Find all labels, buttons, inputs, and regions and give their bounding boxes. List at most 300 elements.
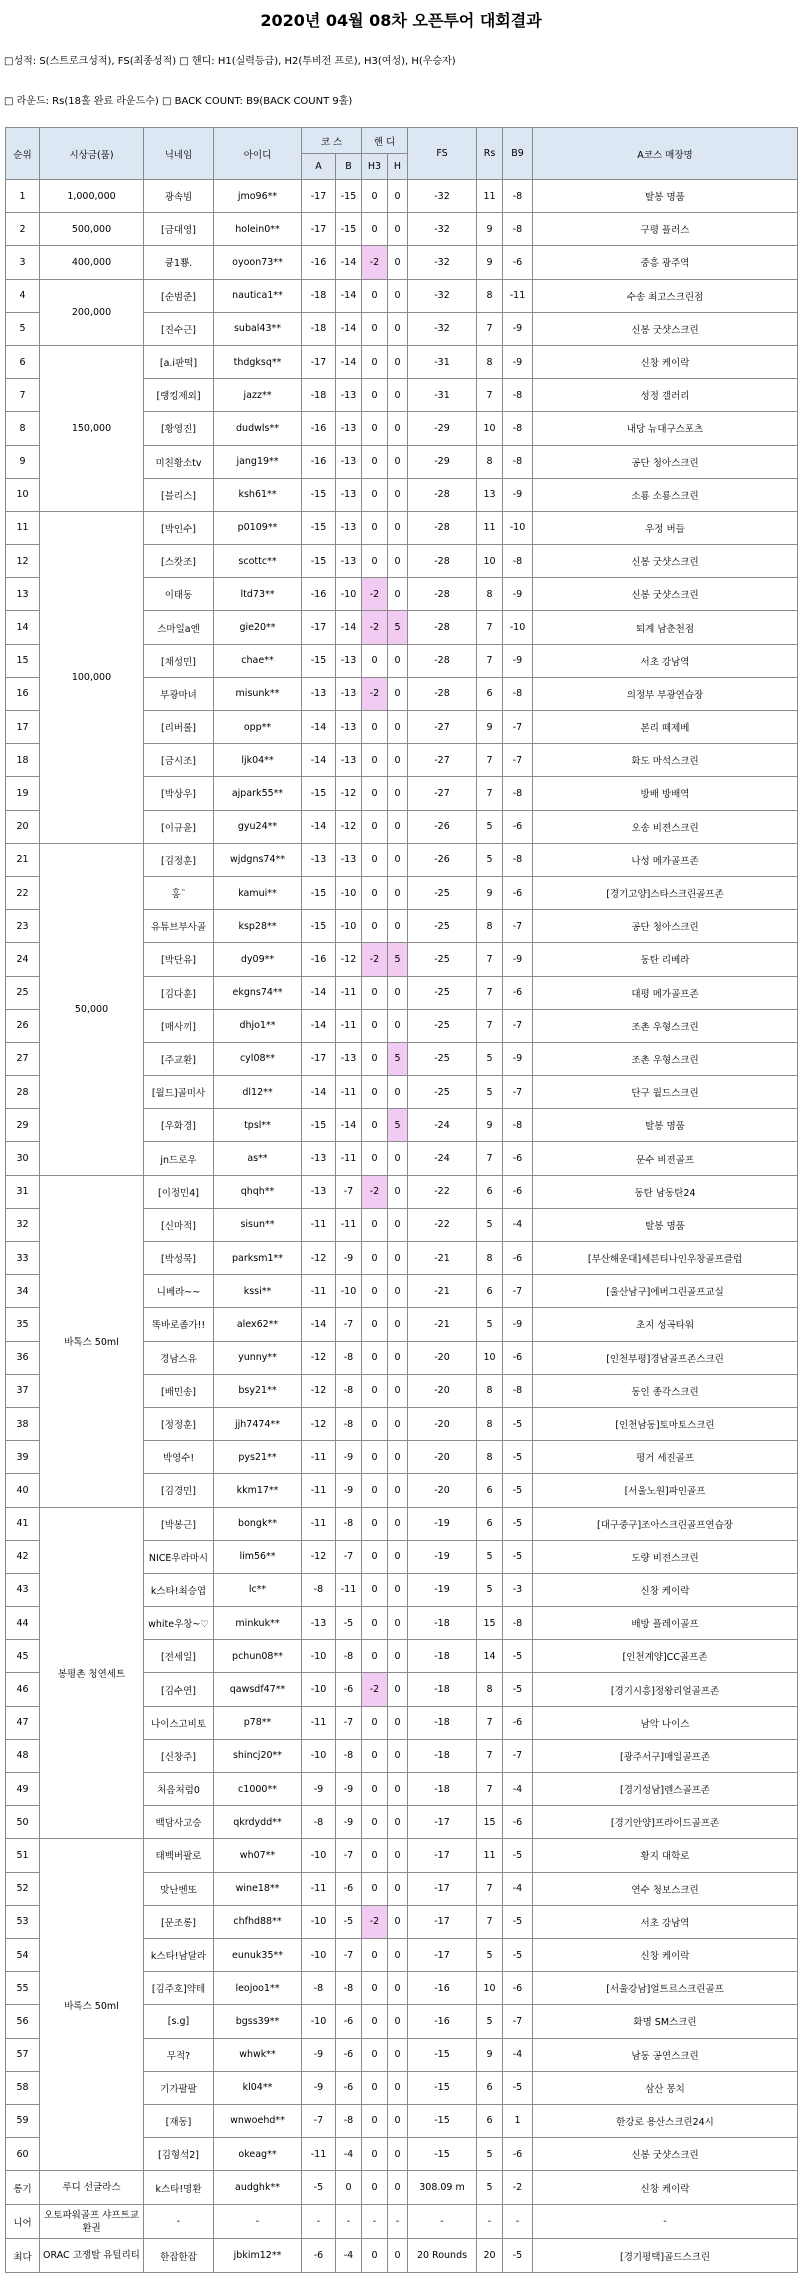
nickname-cell: 큥1뿅. [144, 246, 214, 279]
fs-cell: -21 [408, 1275, 477, 1308]
course-b-cell: -8 [336, 1507, 362, 1540]
course-b-cell: -10 [336, 910, 362, 943]
course-a-cell: -11 [302, 1275, 336, 1308]
b9-cell: 1 [503, 2104, 533, 2137]
handicap-h-cell: 0 [388, 379, 408, 412]
id-cell: qkrdydd** [214, 1806, 302, 1839]
nickname-cell: 태백버팔로 [144, 1839, 214, 1872]
rank-cell: 6 [6, 345, 40, 378]
rank-cell: 52 [6, 1872, 40, 1905]
id-cell: yunny** [214, 1341, 302, 1374]
rank-cell: 46 [6, 1673, 40, 1706]
rank-cell: 4 [6, 279, 40, 312]
handicap-h-cell: 0 [388, 2138, 408, 2171]
fs-cell: -17 [408, 1806, 477, 1839]
rank-cell: 12 [6, 545, 40, 578]
fs-cell: -18 [408, 1739, 477, 1772]
course-a-cell: -13 [302, 843, 336, 876]
fs-cell: -24 [408, 1109, 477, 1142]
handicap-h3-cell: 0 [362, 777, 388, 810]
store-cell: 동인 종각스크린 [533, 1374, 798, 1407]
fs-cell: -25 [408, 943, 477, 976]
rs-cell: 8 [477, 279, 503, 312]
b9-cell: -8 [503, 445, 533, 478]
nickname-cell: [문조롱] [144, 1905, 214, 1938]
id-cell: dy09** [214, 943, 302, 976]
course-b-cell: -9 [336, 1441, 362, 1474]
nickname-cell: [채성민] [144, 644, 214, 677]
id-cell: pchun08** [214, 1640, 302, 1673]
table-row [6, 180, 798, 213]
course-a-cell: -16 [302, 578, 336, 611]
id-cell: eunuk35** [214, 1938, 302, 1971]
course-b-cell: -8 [336, 1374, 362, 1407]
course-b-cell: -8 [336, 1739, 362, 1772]
handicap-h3-cell: 0 [362, 412, 388, 445]
rank-cell: 18 [6, 744, 40, 777]
handicap-h3-cell: 0 [362, 1706, 388, 1739]
handicap-h-cell: 0 [388, 545, 408, 578]
nickname-cell: [신마적] [144, 1208, 214, 1241]
handicap-h3-cell: 0 [362, 1474, 388, 1507]
nickname-cell: [a.i판떡] [144, 345, 214, 378]
nickname-cell: [김다훈] [144, 976, 214, 1009]
b9-cell: -7 [503, 1076, 533, 1109]
award-rank-cell: 최다 [6, 2239, 40, 2273]
rs-cell: 6 [477, 1175, 503, 1208]
nickname-cell: white우창~♡ [144, 1607, 214, 1640]
course-b-cell: -6 [336, 1673, 362, 1706]
store-cell: 방배 방배역 [533, 777, 798, 810]
course-b-cell: -13 [336, 445, 362, 478]
nickname-cell: 니베라~~ [144, 1275, 214, 1308]
course-a-cell: -11 [302, 1208, 336, 1241]
handicap-h-cell: 0 [388, 711, 408, 744]
course-a-cell: -10 [302, 1905, 336, 1938]
handicap-h3-cell: 0 [362, 1573, 388, 1606]
rank-cell: 15 [6, 644, 40, 677]
nickname-cell: [s.g] [144, 2005, 214, 2038]
fs-cell: -15 [408, 2104, 477, 2137]
store-cell: 성정 갤러리 [533, 379, 798, 412]
header-nickname: 닉네임 [144, 128, 214, 180]
fs-cell: -28 [408, 611, 477, 644]
award-b-cell: 0 [336, 2171, 362, 2205]
course-b-cell: -8 [336, 1341, 362, 1374]
handicap-h-cell: 0 [388, 1175, 408, 1208]
rs-cell: 9 [477, 213, 503, 246]
rs-cell: 8 [477, 1242, 503, 1275]
rs-cell: 10 [477, 1972, 503, 2005]
store-cell: 공단 청아스크린 [533, 445, 798, 478]
rank-cell: 32 [6, 1208, 40, 1241]
award-a-cell: -6 [302, 2239, 336, 2273]
b9-cell: -9 [503, 578, 533, 611]
id-cell: chfhd88** [214, 1905, 302, 1938]
page-title: 2020년 04월 08차 오픈투어 대회결과 [260, 11, 542, 30]
header-handicap: 핸 디 [362, 128, 408, 154]
header-prize: 시상금(품) [40, 128, 144, 180]
store-cell: 퇴계 남춘천점 [533, 611, 798, 644]
rank-cell: 5 [6, 312, 40, 345]
course-a-cell: -15 [302, 511, 336, 544]
award-nick-cell: - [144, 2205, 214, 2239]
handicap-h-cell: 0 [388, 1374, 408, 1407]
rank-cell: 59 [6, 2104, 40, 2137]
rank-cell: 47 [6, 1706, 40, 1739]
handicap-h-cell: 5 [388, 943, 408, 976]
handicap-h3-cell: 0 [362, 711, 388, 744]
rs-cell: 8 [477, 910, 503, 943]
id-cell: jang19** [214, 445, 302, 478]
id-cell: bongk** [214, 1507, 302, 1540]
handicap-h3-cell: 0 [362, 976, 388, 1009]
course-a-cell: -13 [302, 1142, 336, 1175]
nickname-cell: jn드로우 [144, 1142, 214, 1175]
rs-cell: 8 [477, 1673, 503, 1706]
course-a-cell: -11 [302, 2138, 336, 2171]
rs-cell: 7 [477, 943, 503, 976]
rs-cell: 8 [477, 345, 503, 378]
store-cell: [인천계양]CC골프존 [533, 1640, 798, 1673]
store-cell: [경기시흥]정왕리얼골프존 [533, 1673, 798, 1706]
handicap-h-cell: 0 [388, 810, 408, 843]
fs-cell: -25 [408, 976, 477, 1009]
handicap-h3-cell: 0 [362, 810, 388, 843]
rs-cell: 5 [477, 1938, 503, 1971]
handicap-h3-cell: 0 [362, 1142, 388, 1175]
b9-cell: -6 [503, 1806, 533, 1839]
rs-cell: 6 [477, 2071, 503, 2104]
handicap-h-cell: 0 [388, 1806, 408, 1839]
store-cell: 서초 강남역 [533, 644, 798, 677]
id-cell: lc** [214, 1573, 302, 1606]
prize-cell: 500,000 [40, 213, 144, 246]
rs-cell: 7 [477, 1739, 503, 1772]
handicap-h-cell: 0 [388, 1905, 408, 1938]
handicap-h3-cell: 0 [362, 1109, 388, 1142]
fs-cell: -15 [408, 2038, 477, 2071]
handicap-h3-cell: 0 [362, 1242, 388, 1275]
special-award-row [6, 2205, 798, 2239]
prize-cell: 50,000 [40, 843, 144, 1175]
course-a-cell: -10 [302, 1839, 336, 1872]
course-b-cell: -13 [336, 545, 362, 578]
id-cell: ajpark55** [214, 777, 302, 810]
b9-cell: -6 [503, 1175, 533, 1208]
handicap-h-cell: 0 [388, 2005, 408, 2038]
rs-cell: 7 [477, 611, 503, 644]
header-rank: 순위 [6, 128, 40, 180]
rank-cell: 43 [6, 1573, 40, 1606]
id-cell: kssi** [214, 1275, 302, 1308]
rank-cell: 50 [6, 1806, 40, 1839]
handicap-h-cell: 0 [388, 2071, 408, 2104]
course-b-cell: -7 [336, 1706, 362, 1739]
nickname-cell: [김주호]약테 [144, 1972, 214, 2005]
table-row [6, 279, 798, 312]
course-b-cell: -5 [336, 1905, 362, 1938]
store-cell: 수송 최고스크린점 [533, 279, 798, 312]
rs-cell: 7 [477, 1773, 503, 1806]
fs-cell: -25 [408, 1076, 477, 1109]
handicap-h3-cell: 0 [362, 2104, 388, 2137]
course-a-cell: -11 [302, 1706, 336, 1739]
course-a-cell: -13 [302, 677, 336, 710]
course-b-cell: -14 [336, 1109, 362, 1142]
rank-cell: 13 [6, 578, 40, 611]
course-b-cell: -7 [336, 1938, 362, 1971]
id-cell: wine18** [214, 1872, 302, 1905]
course-a-cell: -13 [302, 1175, 336, 1208]
rs-cell: 10 [477, 1341, 503, 1374]
course-a-cell: -12 [302, 1341, 336, 1374]
handicap-h3-cell: 0 [362, 1773, 388, 1806]
rs-cell: 6 [477, 1275, 503, 1308]
course-a-cell: -12 [302, 1242, 336, 1275]
rank-cell: 16 [6, 677, 40, 710]
rank-cell: 49 [6, 1773, 40, 1806]
rank-cell: 22 [6, 876, 40, 909]
b9-cell: -4 [503, 1773, 533, 1806]
course-a-cell: -10 [302, 1938, 336, 1971]
award-a-cell: - [302, 2205, 336, 2239]
store-cell: 삼산 몽치 [533, 2071, 798, 2104]
fs-cell: -32 [408, 279, 477, 312]
handicap-h3-cell: 0 [362, 213, 388, 246]
course-b-cell: -10 [336, 1275, 362, 1308]
id-cell: misunk** [214, 677, 302, 710]
b9-cell: -7 [503, 711, 533, 744]
store-cell: 우정 버들 [533, 511, 798, 544]
nickname-cell: [김형석2] [144, 2138, 214, 2171]
rank-cell: 51 [6, 1839, 40, 1872]
course-a-cell: -9 [302, 1773, 336, 1806]
nickname-cell: [랭킹제외] [144, 379, 214, 412]
store-cell: [인천남동]토마토스크린 [533, 1407, 798, 1440]
special-award-row [6, 2171, 798, 2205]
b9-cell: -8 [503, 180, 533, 213]
prize-cell: 100,000 [40, 511, 144, 843]
course-b-cell: -11 [336, 1573, 362, 1606]
handicap-h3-cell: 0 [362, 511, 388, 544]
fs-cell: -28 [408, 511, 477, 544]
rank-cell: 21 [6, 843, 40, 876]
course-a-cell: -10 [302, 2005, 336, 2038]
rank-cell: 24 [6, 943, 40, 976]
store-cell: 연수 청보스크린 [533, 1872, 798, 1905]
nickname-cell: [주교환] [144, 1042, 214, 1075]
award-h3-cell: 0 [362, 2171, 388, 2205]
prize-cell: 바톡스 50ml [40, 1175, 144, 1507]
award-b-cell: - [336, 2205, 362, 2239]
fs-cell: -26 [408, 843, 477, 876]
handicap-h3-cell: 0 [362, 545, 388, 578]
rank-cell: 38 [6, 1407, 40, 1440]
rank-cell: 48 [6, 1739, 40, 1772]
fs-cell: -17 [408, 1872, 477, 1905]
award-h-cell: 0 [388, 2171, 408, 2205]
course-a-cell: -17 [302, 345, 336, 378]
fs-cell: -17 [408, 1938, 477, 1971]
id-cell: pys21** [214, 1441, 302, 1474]
rank-cell: 33 [6, 1242, 40, 1275]
fs-cell: -19 [408, 1573, 477, 1606]
rank-cell: 44 [6, 1607, 40, 1640]
rs-cell: 15 [477, 1806, 503, 1839]
store-cell: 평거 세진골프 [533, 1441, 798, 1474]
handicap-h3-cell: 0 [362, 2071, 388, 2104]
id-cell: dhjo1** [214, 1009, 302, 1042]
course-a-cell: -12 [302, 1540, 336, 1573]
legend-line-1: □성적: S(스트로크성적), FS(최종성적) □ 핸디: H1(실력등급), H2(투비전 프로), H3(여성), H(우승자) [4, 56, 456, 67]
course-b-cell: -8 [336, 1972, 362, 2005]
header-rs: Rs [477, 128, 503, 180]
store-cell: 신봉 굿샷스크린 [533, 578, 798, 611]
course-b-cell: -13 [336, 711, 362, 744]
id-cell: wh07** [214, 1839, 302, 1872]
handicap-h-cell: 5 [388, 1109, 408, 1142]
handicap-h-cell: 0 [388, 1607, 408, 1640]
handicap-h-cell: 0 [388, 2038, 408, 2071]
b9-cell: -8 [503, 1607, 533, 1640]
award-b9-cell: - [503, 2205, 533, 2239]
store-cell: 화명 SM스크린 [533, 2005, 798, 2038]
handicap-h3-cell: 0 [362, 1076, 388, 1109]
handicap-h3-cell: -2 [362, 1673, 388, 1706]
handicap-h-cell: 0 [388, 478, 408, 511]
rank-cell: 40 [6, 1474, 40, 1507]
handicap-h-cell: 0 [388, 1142, 408, 1175]
course-a-cell: -15 [302, 478, 336, 511]
rank-cell: 3 [6, 246, 40, 279]
store-cell: 문수 비젼골프 [533, 1142, 798, 1175]
course-b-cell: -6 [336, 1872, 362, 1905]
fs-cell: -28 [408, 545, 477, 578]
id-cell: ekgns74** [214, 976, 302, 1009]
store-cell: 본리 떼제베 [533, 711, 798, 744]
rs-cell: 7 [477, 1142, 503, 1175]
fs-cell: -18 [408, 1773, 477, 1806]
handicap-h-cell: 0 [388, 1773, 408, 1806]
rs-cell: 7 [477, 1905, 503, 1938]
course-a-cell: -17 [302, 180, 336, 213]
fs-cell: -27 [408, 744, 477, 777]
rank-cell: 37 [6, 1374, 40, 1407]
course-b-cell: -13 [336, 1042, 362, 1075]
award-b9-cell: -2 [503, 2171, 533, 2205]
store-cell: [인천부평]경남골프존스크린 [533, 1341, 798, 1374]
handicap-h-cell: 0 [388, 1872, 408, 1905]
handicap-h-cell: 0 [388, 1474, 408, 1507]
fs-cell: -27 [408, 777, 477, 810]
rank-cell: 9 [6, 445, 40, 478]
award-rs-cell: - [477, 2205, 503, 2239]
handicap-h3-cell: -2 [362, 943, 388, 976]
rank-cell: 25 [6, 976, 40, 1009]
handicap-h-cell: 0 [388, 1076, 408, 1109]
fs-cell: -32 [408, 180, 477, 213]
id-cell: jmo96** [214, 180, 302, 213]
nickname-cell: 광속빔 [144, 180, 214, 213]
course-b-cell: -14 [336, 611, 362, 644]
header-b9: B9 [503, 128, 533, 180]
header-course: 코 스 [302, 128, 362, 154]
rank-cell: 31 [6, 1175, 40, 1208]
store-cell: 도량 비전스크린 [533, 1540, 798, 1573]
handicap-h3-cell: 0 [362, 1739, 388, 1772]
b9-cell: -6 [503, 1242, 533, 1275]
b9-cell: -8 [503, 412, 533, 445]
course-b-cell: -13 [336, 744, 362, 777]
rank-cell: 30 [6, 1142, 40, 1175]
handicap-h3-cell: 0 [362, 1938, 388, 1971]
handicap-h3-cell: 0 [362, 1374, 388, 1407]
b9-cell: -9 [503, 644, 533, 677]
handicap-h3-cell: 0 [362, 1872, 388, 1905]
nickname-cell: [이정민4] [144, 1175, 214, 1208]
b9-cell: -9 [503, 943, 533, 976]
store-cell: 대평 메가골프존 [533, 976, 798, 1009]
b9-cell: -3 [503, 1573, 533, 1606]
id-cell: qhqh** [214, 1175, 302, 1208]
handicap-h-cell: 0 [388, 1308, 408, 1341]
fs-cell: -29 [408, 445, 477, 478]
handicap-h-cell: 0 [388, 345, 408, 378]
b9-cell: -5 [503, 1905, 533, 1938]
b9-cell: -8 [503, 1374, 533, 1407]
store-cell: 오송 비젼스크린 [533, 810, 798, 843]
id-cell: kkm17** [214, 1474, 302, 1507]
course-a-cell: -8 [302, 1972, 336, 2005]
course-b-cell: -14 [336, 312, 362, 345]
handicap-h-cell: 0 [388, 1341, 408, 1374]
handicap-h3-cell: 0 [362, 1441, 388, 1474]
id-cell: qawsdf47** [214, 1673, 302, 1706]
handicap-h3-cell: 0 [362, 1009, 388, 1042]
course-a-cell: -16 [302, 943, 336, 976]
nickname-cell: 이태동 [144, 578, 214, 611]
rs-cell: 7 [477, 777, 503, 810]
store-cell: 단구 월드스크린 [533, 1076, 798, 1109]
table-row [6, 843, 798, 876]
store-cell: 공단 청아스크린 [533, 910, 798, 943]
rank-cell: 26 [6, 1009, 40, 1042]
store-cell: 초지 성곡타워 [533, 1308, 798, 1341]
rs-cell: 7 [477, 1706, 503, 1739]
store-cell: [울산남구]에버그린골프교실 [533, 1275, 798, 1308]
header-fs: FS [408, 128, 477, 180]
rs-cell: 11 [477, 511, 503, 544]
b9-cell: -5 [503, 1839, 533, 1872]
b9-cell: -7 [503, 2005, 533, 2038]
store-cell: 동탄 남동탄24 [533, 1175, 798, 1208]
fs-cell: -27 [408, 711, 477, 744]
store-cell: [서울노원]파인골프 [533, 1474, 798, 1507]
fs-cell: -28 [408, 478, 477, 511]
table-row [6, 1507, 798, 1540]
rank-cell: 36 [6, 1341, 40, 1374]
legend-line-2: □ 라운드: Rs(18홀 완료 라운드수) □ BACK COUNT: B9(BACK COUNT 9홀) [4, 96, 353, 107]
fs-cell: -15 [408, 2071, 477, 2104]
handicap-h-cell: 0 [388, 1507, 408, 1540]
b9-cell: -8 [503, 213, 533, 246]
handicap-h-cell: 0 [388, 445, 408, 478]
award-a-cell: -5 [302, 2171, 336, 2205]
award-nick-cell: k스타!명환 [144, 2171, 214, 2205]
nickname-cell: k스타!남달라 [144, 1938, 214, 1971]
course-b-cell: -6 [336, 2038, 362, 2071]
